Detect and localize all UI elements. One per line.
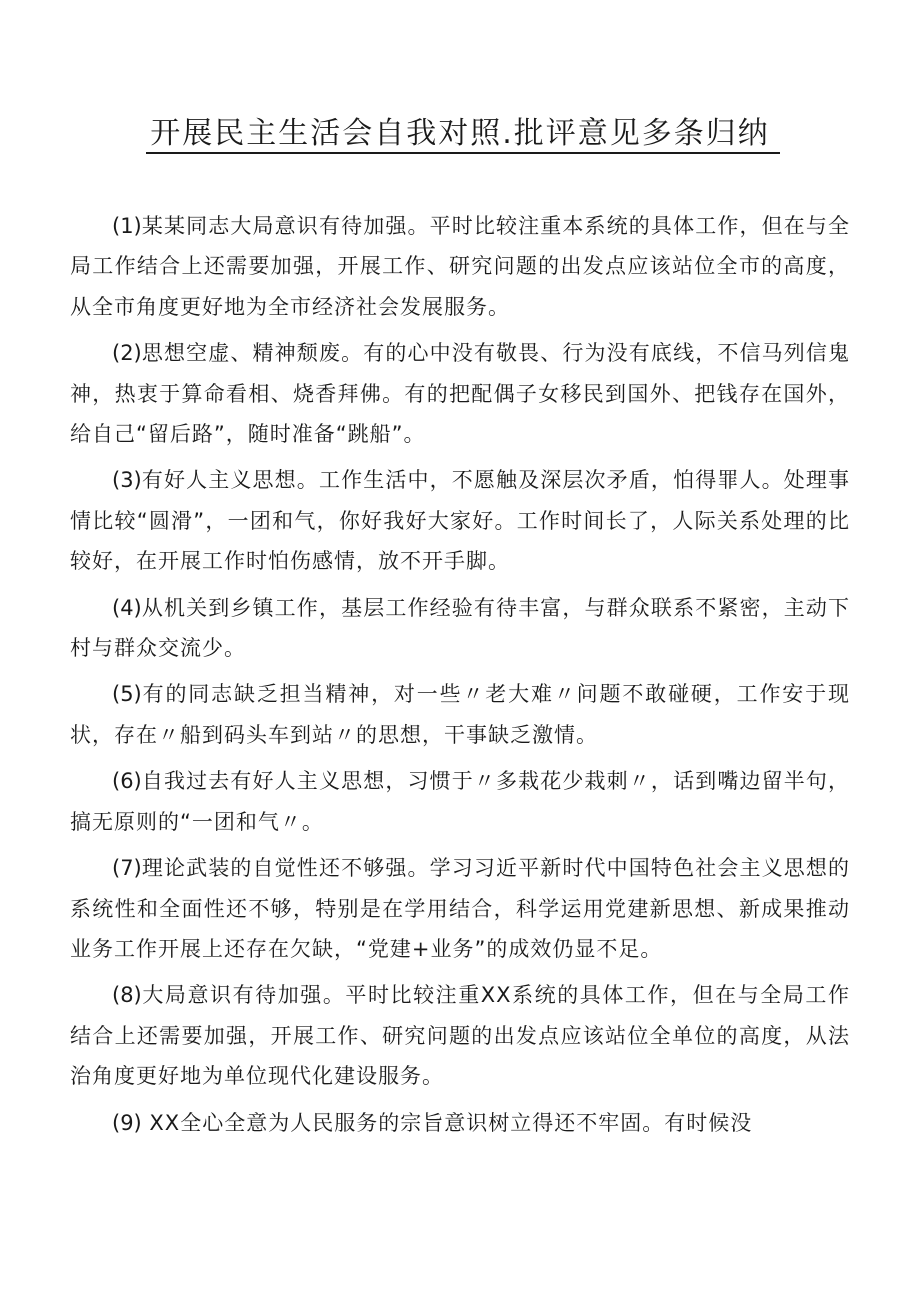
paragraph-text: 有好人主义思想。工作生活中，不愿触及深层次矛盾，怕得罪人。处理事情比较“圆滑”，一团和气，你好我好大家好。工作时间长了，人际关系处理的比较好，在开展工作时怕伤感情，放不开手脚。 bbox=[70, 468, 850, 574]
paragraph-text: 理论武装的自觉性还不够强。学习习近平新时代中国特色社会主义思想的系统性和全面性还不够，特别是在学用结合，科学运用党建新思想、新成果推动业务工作开展上还存在欠缺，“党建+业务”的成效仍显不足。 bbox=[70, 856, 850, 961]
document-title: 开展民主生活会自我对照.批评意见多条归纳 bbox=[150, 116, 770, 151]
paragraph-3 bbox=[70, 460, 850, 581]
paragraph-1 bbox=[70, 206, 850, 327]
paragraph-number: (6) bbox=[112, 769, 142, 794]
paragraph-text: 有的同志缺乏担当精神，对一些〃老大难〃问题不敢碰硬，工作安于现状，存在〃船到码头车到站〃的思想，干事缺乏激情。 bbox=[70, 682, 850, 747]
paragraph-number: (1) bbox=[112, 214, 142, 238]
paragraph-text: 自我过去有好人主义思想，习惯于〃多栽花少栽刺〃，话到嘴边留半句，搞无原则的“一团和气〃。 bbox=[70, 769, 850, 834]
paragraph-number: (7) bbox=[112, 856, 142, 881]
paragraph-6 bbox=[70, 761, 850, 842]
paragraph-number: (4) bbox=[112, 595, 142, 620]
paragraph-text: XX全心全意为人民服务的宗旨意识树立得还不牢固。有时候没 bbox=[141, 1110, 753, 1135]
paragraph-number: (9) bbox=[112, 1110, 142, 1135]
paragraph-number: (5) bbox=[112, 682, 142, 707]
paragraph-text: 思想空虚、精神颓废。有的心中没有敬畏、行为没有底线，不信马列信鬼神，热衷于算命看相、烧香拜佛。有的把配偶子女移民到国外、把钱存在国外，给自己“留后路”，随时准备“跳船”。 bbox=[70, 341, 850, 447]
paragraph-5 bbox=[70, 674, 850, 755]
paragraph-text: 从机关到乡镇工作，基层工作经验有待丰富，与群众联系不紧密，主动下村与群众交流少。 bbox=[70, 595, 850, 661]
paragraph-number: (8) bbox=[112, 983, 142, 1008]
paragraph-8 bbox=[70, 975, 850, 1096]
document-body bbox=[70, 206, 850, 1143]
paragraph-9 bbox=[70, 1103, 850, 1143]
paragraph-number: (3) bbox=[112, 468, 142, 493]
paragraph-number: (2) bbox=[112, 341, 142, 366]
paragraph-4 bbox=[70, 588, 850, 669]
paragraph-7 bbox=[70, 848, 850, 969]
paragraph-text: 大局意识有待加强。平时比较注重XX系统的具体工作，但在与全局工作结合上还需要加强，开展工作、研究问题的出发点应该站位全单位的高度，从法治角度更好地为单位现代化建设服务。 bbox=[70, 983, 850, 1089]
paragraph-text: 某某同志大局意识有待加强。平时比较注重本系统的具体工作，但在与全局工作结合上还需要加强，开展工作、研究问题的出发点应该站位全市的高度，从全市角度更好地为全市经济社会发展服务。 bbox=[70, 214, 850, 319]
title-underline bbox=[146, 152, 780, 154]
paragraph-2 bbox=[70, 333, 850, 454]
